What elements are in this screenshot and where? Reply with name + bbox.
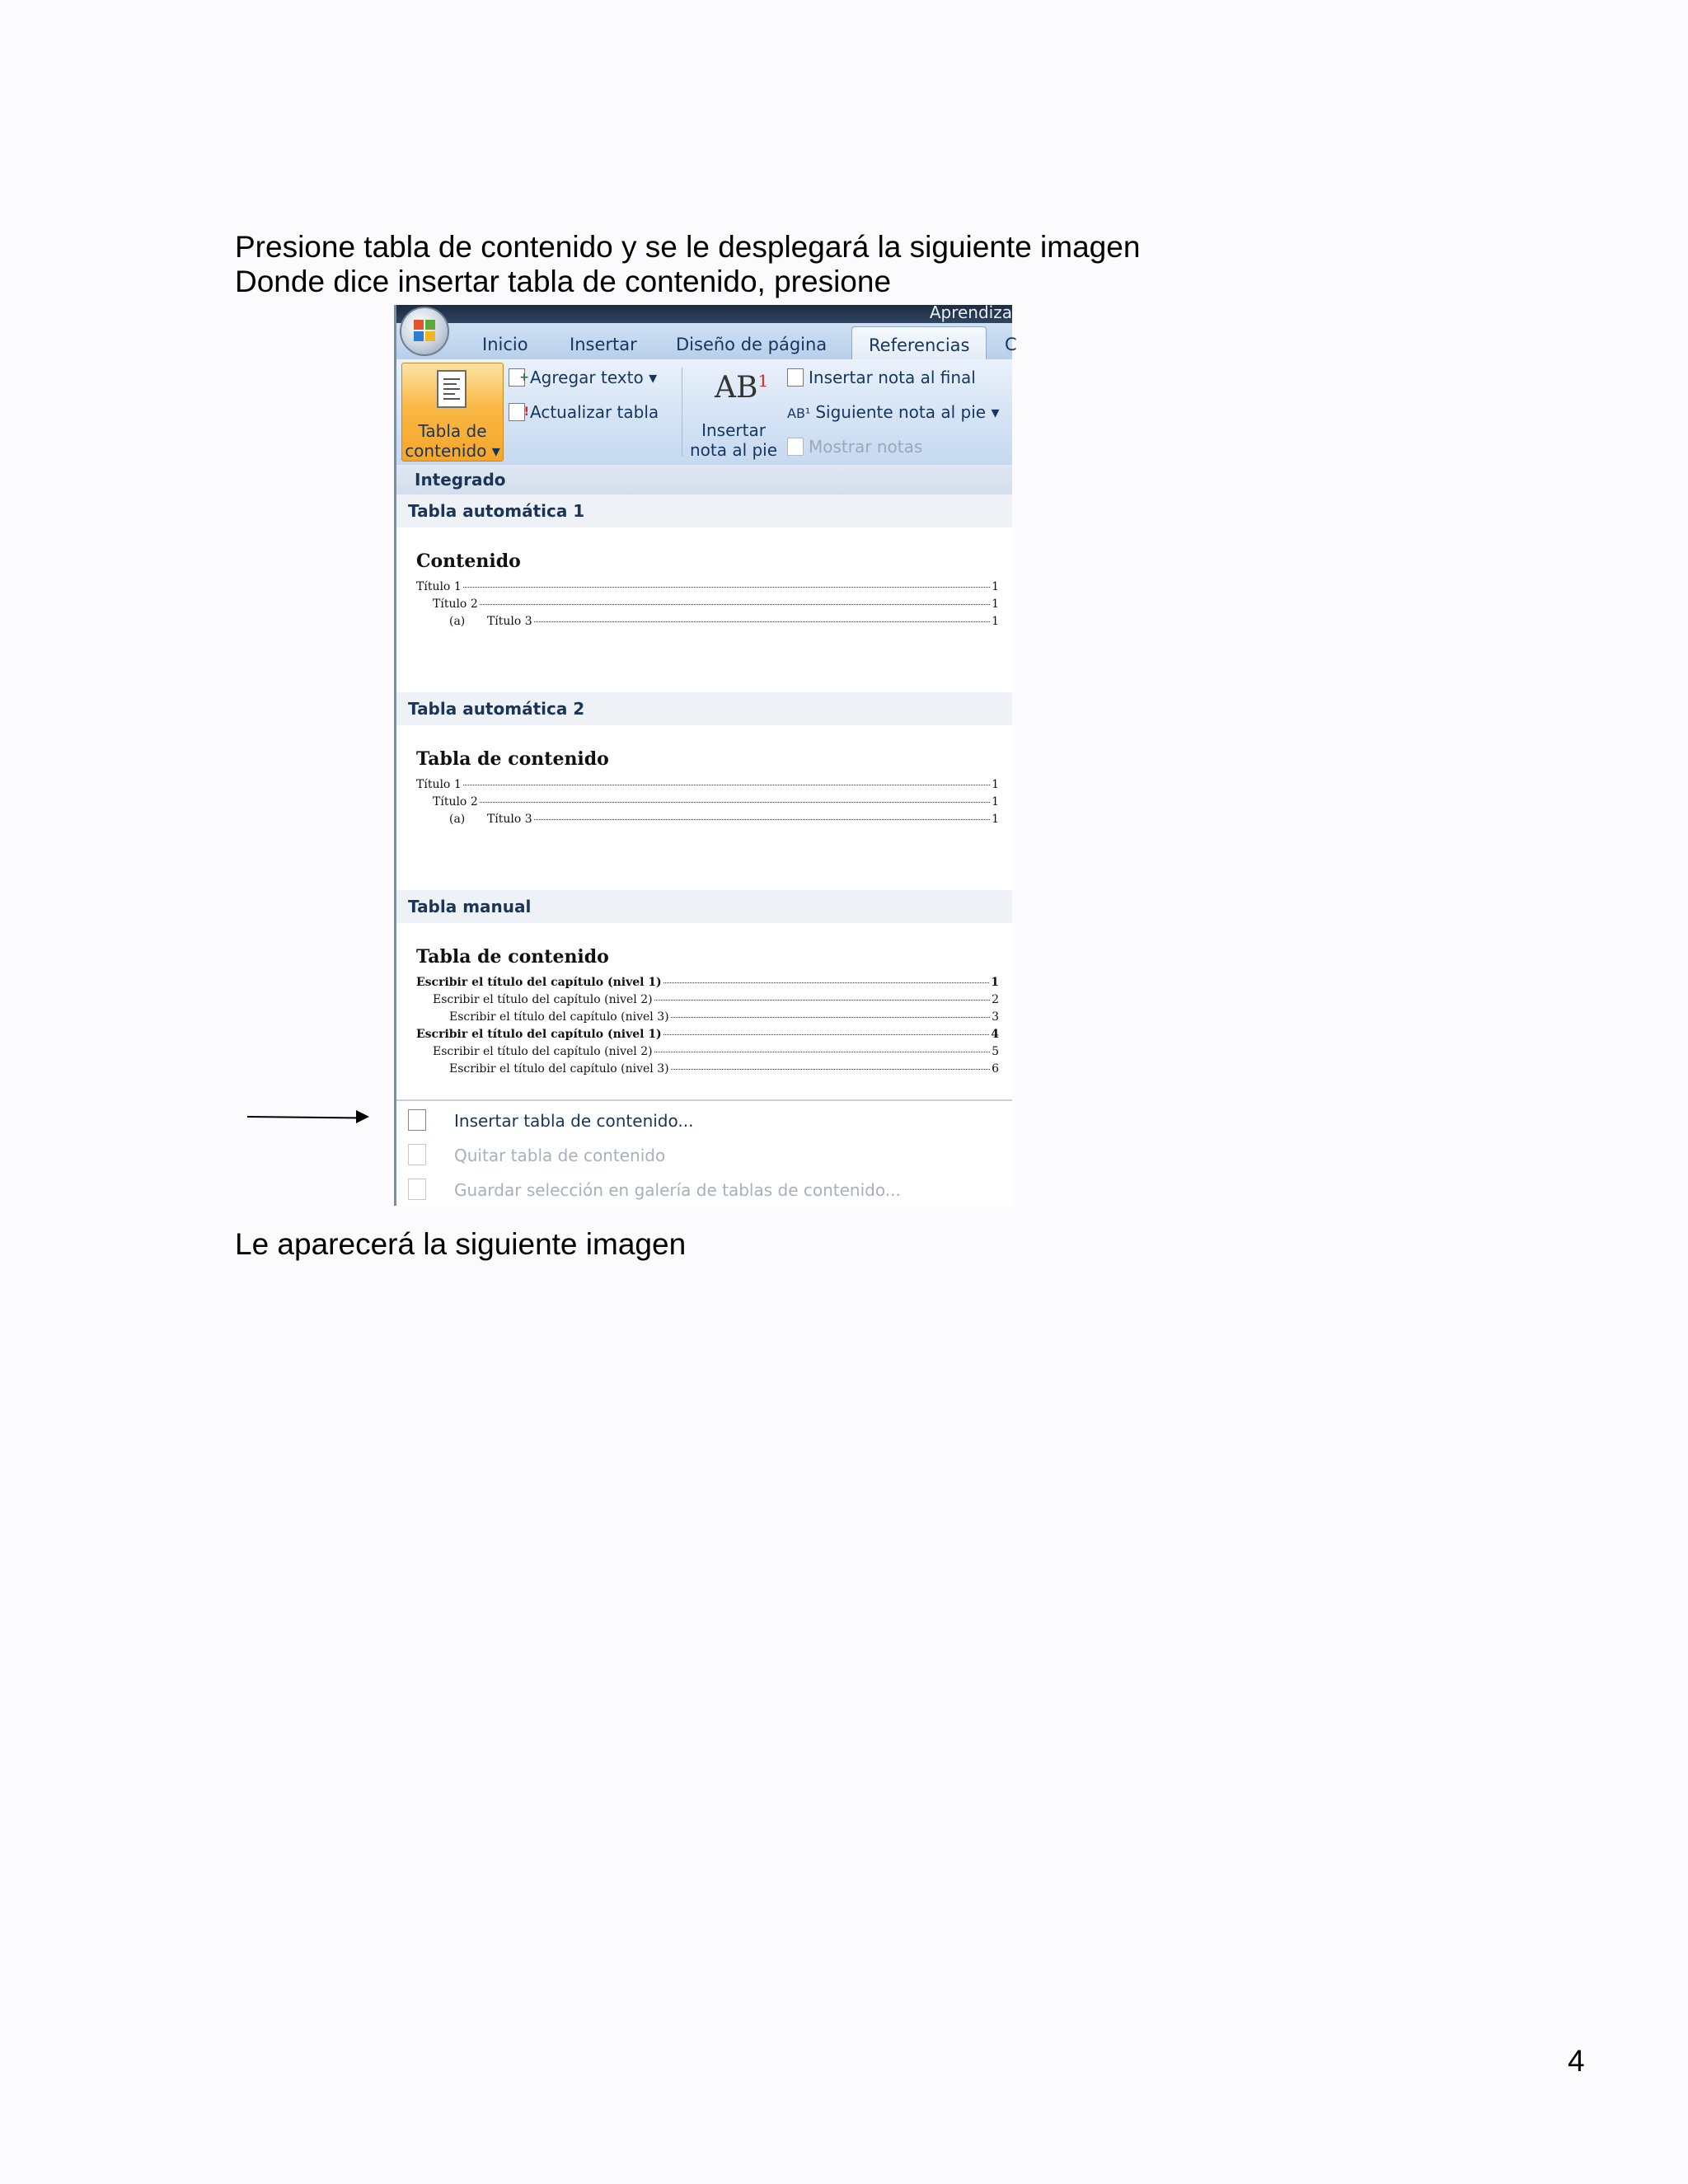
show-notes-icon [787,438,804,456]
section-label-manual: Tabla manual [408,897,532,916]
office-logo-icon [414,320,437,343]
gallery-header: Integrado [396,465,1012,494]
update-table-icon: ! [509,403,525,421]
page-number: 4 [1568,2044,1585,2078]
ribbon-panel [396,359,1012,466]
insert-endnote-icon [787,368,804,387]
section-label-auto1: Tabla automática 1 [408,501,585,521]
toc-preview-line: Título 1 1 [416,778,999,791]
next-footnote-icon: AB¹ [787,405,811,421]
toc-button-label-line2: contenido ▾ [405,441,500,461]
toc-preview-line: Título 1 1 [416,580,999,593]
add-text-button[interactable]: + Agregar texto ▾ [509,368,657,387]
toc-preview-line: (a) Título 3 1 [449,813,999,826]
toc-preview-line: Escribir el título del capítulo (nivel 1) 4 [416,1028,999,1041]
insert-footnote-icon: $AB^1$ [715,371,769,405]
toc-preview-line: Escribir el título del capítulo (nivel 3) 3 [449,1010,999,1024]
window-title: Aprendiza [929,302,1012,322]
show-notes-button[interactable]: Mostrar notas [787,437,922,457]
preview-title-manual: Tabla de contenido [416,946,609,968]
instruction-line-3: Le aparecerá la siguiente imagen [235,1227,687,1261]
tab-referencias[interactable]: Referencias [851,326,987,359]
insert-toc-icon [408,1109,426,1131]
tab-cut-off[interactable]: C [1005,335,1017,354]
menu-remove-toc[interactable]: Quitar tabla de contenido [454,1146,666,1165]
toc-preview-line: Título 2 1 [433,598,999,611]
add-text-icon: + [509,368,525,387]
word-ribbon-screenshot [394,302,1017,1206]
office-button[interactable] [400,307,449,356]
preview-title-auto2: Tabla de contenido [416,748,609,770]
menu-insert-toc[interactable]: Insertar tabla de contenido... [454,1111,694,1131]
tab-insertar[interactable]: Insertar [570,335,637,354]
toc-button-label-line1: Tabla de [418,421,487,441]
insert-endnote-button[interactable]: Insertar nota al final [787,368,976,387]
next-footnote-button[interactable]: AB¹ Siguiente nota al pie ▾ [787,402,1000,422]
pointer-arrow-line [247,1116,361,1118]
toc-preview-line: (a) Título 3 1 [449,615,999,628]
instruction-line-1: Presione tabla de contenido y se le desplegará la siguiente imagen [235,230,1141,264]
table-of-contents-button[interactable] [401,363,504,462]
remove-toc-icon [408,1144,426,1165]
title-bar [396,302,1012,323]
document-icon [437,370,467,408]
tab-inicio[interactable]: Inicio [482,335,528,354]
instruction-line-2: Donde dice insertar tabla de contenido, presione [235,265,892,298]
save-selection-icon [408,1179,426,1200]
pointer-arrow-icon [356,1110,369,1123]
tab-diseno-pagina[interactable]: Diseño de página [676,335,828,354]
menu-save-selection[interactable]: Guardar selección en galería de tablas de contenido... [454,1180,901,1200]
ribbon-tab-bar [396,323,1017,359]
toc-preview-line: Escribir el título del capítulo (nivel 2) 2 [433,993,999,1006]
preview-title-auto1: Contenido [416,551,521,572]
toc-preview-line: Escribir el título del capítulo (nivel 2) 5 [433,1045,999,1058]
toc-preview-line: Escribir el título del capítulo (nivel 3) 6 [449,1062,999,1076]
update-table-button[interactable]: ! Actualizar tabla [509,402,659,422]
toc-preview-line: Título 2 1 [433,795,999,808]
insert-footnote-button[interactable]: Insertar nota al pie [689,420,778,460]
toc-preview-line: Escribir el título del capítulo (nivel 1) 1 [416,976,999,989]
section-label-auto2: Tabla automática 2 [408,699,585,719]
